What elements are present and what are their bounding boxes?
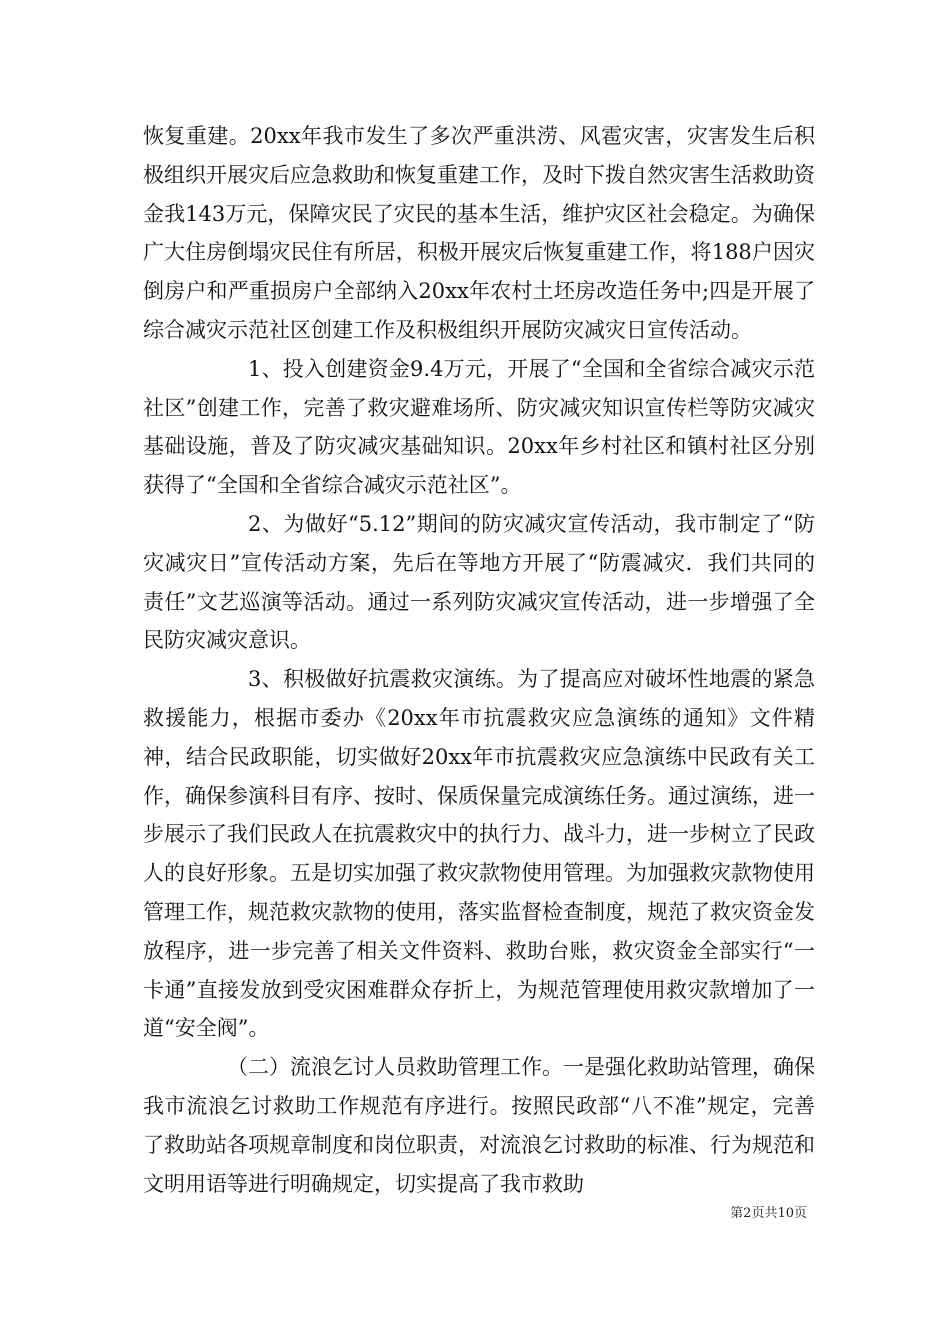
paragraph-section-2-vagrant-aid: （二）流浪乞讨人员救助管理工作。一是强化救助站管理，确保我市流浪乞讨救助工作规范有序进行。按照民政部“八不准”规定，完善了救助站各项规章制度和岗位职责，对流浪乞讨救助的标准、行为规范和文明用语等进行明确规定，切实提高了我市救助 (143, 1055, 815, 1196)
page-number: 第2页共10页 (730, 1206, 807, 1221)
paragraph-item-3-drill: 3、积极做好抗震救灾演练。为了提高应对破坏性地震的紧急救援能力，根据市委办《20xx年市抗震救灾应急演练的通知》文件精神，结合民政职能，切实做好20xx年市抗震救灾应急演练中民政有关工作，确保参演科目有序、按时、保质保量完成演练任务。通过演练，进一步展示了我们民政人在抗震救灾中的执行力、战斗力，进一步树立了民政人的良好形象。五是切实加强了救灾款物使用管理。为加强救灾款物使用管理工作，规范救灾款物的使用，落实监督检查制度，规范了救灾资金发放程序，进一步完善了相关文件资料、救助台账，救灾资金全部实行“一卡通”直接发放到受灾困难群众存折上，为规范管理使用救灾款增加了一道“安全阀”。 (143, 667, 815, 1041)
paragraph-item-1-demo-community: 1、投入创建资金9.4万元，开展了“全国和全省综合减灾示范社区”创建工作，完善了救灾避难场所、防灾减灾知识宣传栏等防灾减灾基础设施，普及了防灾减灾基础知识。20xx年乡村社区和镇村社区分别获得了“全国和全省综合减灾示范社区”。 (143, 356, 815, 498)
document-body (143, 117, 815, 1203)
paragraph-recovery-rebuild: 恢复重建。20xx年我市发生了多次严重洪涝、风雹灾害，灾害发生后积极组织开展灾后应急救助和恢复重建工作，及时下拨自然灾害生活救助资金我143万元，保障灾民了灾民的基本生活，维护灾区社会稳定。为确保广大住房倒塌灾民住有所居，积极开展灾后恢复重建工作，将188户因灾倒房户和严重损房户全部纳入20xx年农村土坯房改造任务中;四是开展了综合减灾示范社区创建工作及积极组织开展防灾减灾日宣传活动。 (143, 124, 815, 342)
paragraph-item-2-publicity: 2、为做好“5.12”期间的防灾减灾宣传活动，我市制定了“防灾减灾日”宣传活动方案，先后在等地方开展了“防震减灾．我们共同的责任”文艺巡演等活动。通过一系列防灾减灾宣传活动，进一步增强了全民防灾减灾意识。 (143, 511, 815, 653)
